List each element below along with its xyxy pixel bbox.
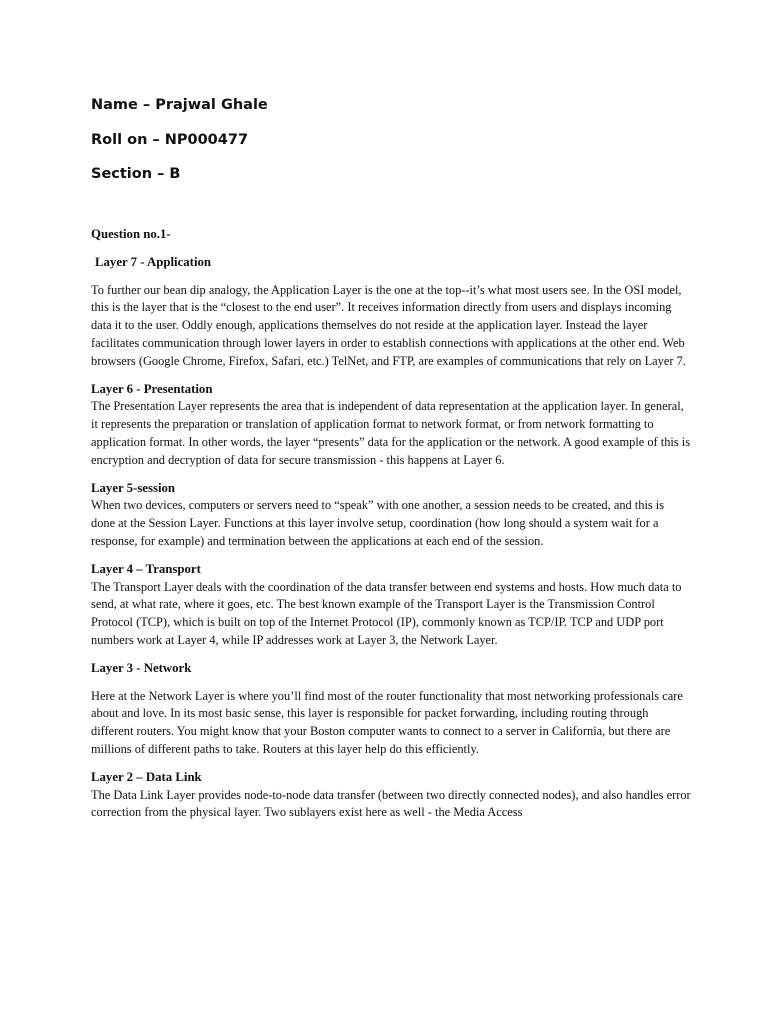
section-layer-6 (91, 381, 691, 470)
section-layer-4 (91, 561, 691, 650)
section-title: Layer 5-session (91, 480, 176, 495)
section-title: Layer 4 – Transport (91, 561, 201, 576)
section-text: The Presentation Layer represents the area that is independent of data representation at the application layer. In general, it represents the preparation or translation of application format to network format, or from network formatting to application format. In other words, the layer “presents” data for the application or the network. A good example of this is encryption and decryption of data for secure transmission - this happens at Layer 6. (91, 399, 691, 467)
student-name: Name – Prajwal Ghale (91, 97, 268, 113)
section-layer-3 (91, 660, 691, 759)
class-section: Section – B (91, 166, 181, 182)
section-layer-7 (91, 254, 691, 371)
section-layer-2 (91, 769, 691, 822)
section-text: Here at the Network Layer is where you’ll find most of the router functionality that most networking professionals care about and love. In its most basic sense, this layer is responsible for packet forwarding, including routing through different routers. You might know that your Boston computer wants to connect to a server in California, but there are millions of different paths to take. Routers at this layer help do this efficiently. (91, 688, 683, 756)
section-title: Layer 7 - Application (95, 254, 212, 269)
section-text: The Transport Layer deals with the coordination of the data transfer between end systems and hosts. How much data to send, at what rate, where it goes, etc. The best known example of the Transport Layer is the Transmission Control Protocol (TCP), which is built on top of the Internet Protocol (IP), commonly known as TCP/IP. TCP and UDP port numbers work at Layer 4, while IP addresses work at Layer 3, the Network Layer. (91, 579, 682, 647)
section-text: The Data Link Layer provides node-to-node data transfer (between two directly connected nodes), and also handles error correction from the physical layer. Two sublayers exist here as well - the Media Access (91, 787, 691, 820)
answer-body (91, 226, 691, 832)
question-title: Question no.1- (91, 227, 171, 241)
section-title: Layer 2 – Data Link (91, 769, 202, 784)
section-text: When two devices, computers or servers need to “speak” with one another, a session needs to be created, and this is done at the Session Layer. Functions at this layer involve setup, coordination (how long should a system wait for a response, for example) and termination between the applications at each end of the session. (91, 498, 665, 548)
section-layer-5 (91, 480, 691, 551)
section-title: Layer 3 - Network (91, 660, 192, 675)
roll-number: Roll on – NP000477 (91, 132, 249, 148)
section-title: Layer 6 - Presentation (91, 381, 213, 396)
section-text: To further our bean dip analogy, the Application Layer is the one at the top--it’s what most users see. In the OSI model, this is the layer that is the “closest to the end user”. It receives information directly from users and displays incoming data it to the user. Oddly enough, applications themselves do not reside at the application layer. Instead the layer facilitates communication through lower layers in order to establish connections with applications at the other end. Web browsers (Google Chrome, Firefox, Safari, etc.) TelNet, and FTP, are examples of communications that rely on Layer 7. (91, 282, 686, 368)
